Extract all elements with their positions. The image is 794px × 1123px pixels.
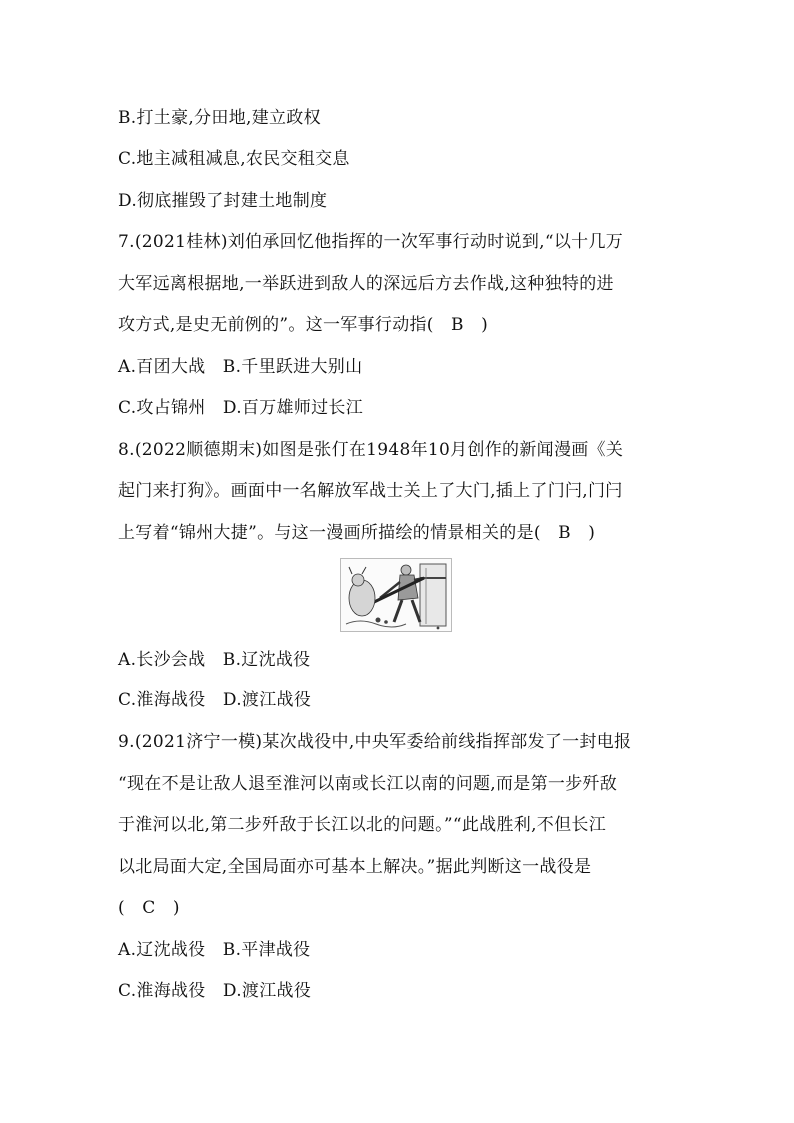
option-c-q6: C.地主减租减息,农民交租交息	[118, 149, 350, 169]
question-8-line-1: 8.(2022顺德期末)如图是张仃在1948年10月创作的新闻漫画《关	[118, 440, 624, 460]
options-q9-row-2: C.淮海战役 D.渡江战役	[118, 981, 312, 1001]
question-7-line-2: 大军远离根据地,一举跃进到敌人的深远后方去作战,这种独特的进	[118, 274, 614, 294]
options-q7-row-1: A.百团大战 B.千里跃进大别山	[118, 357, 363, 377]
option-d-q6: D.彻底摧毁了封建土地制度	[118, 191, 328, 211]
option-b-q6: B.打土豪,分田地,建立政权	[118, 108, 321, 128]
options-q8-row-2: C.淮海战役 D.渡江战役	[118, 690, 312, 710]
question-9-answer: ( C )	[118, 898, 180, 918]
question-7-line-3: 攻方式,是史无前例的”。这一军事行动指( B )	[118, 315, 489, 335]
options-q7-row-2: C.攻占锦州 D.百万雄师过长江	[118, 398, 364, 418]
cartoon-illustration	[340, 558, 452, 632]
question-8-line-3: 上写着“锦州大捷”。与这一漫画所描绘的情景相关的是( B )	[118, 523, 596, 543]
question-8-line-2: 起门来打狗》。画面中一名解放军战士关上了大门,插上了门闩,门闩	[118, 481, 623, 501]
question-9-line-2: “现在不是让敌人退至淮河以南或长江以南的问题,而是第一步歼敌	[118, 774, 618, 794]
question-9-line-4: 以北局面大定,全国局面亦可基本上解决。”据此判断这一战役是	[118, 857, 592, 877]
question-9-line-3: 于淮河以北,第二步歼敌于长江以北的问题。”“此战胜利,不但长江	[118, 815, 606, 835]
question-9-line-1: 9.(2021济宁一模)某次战役中,中央军委给前线指挥部发了一封电报	[118, 732, 632, 752]
question-7-line-1: 7.(2021桂林)刘伯承回忆他指挥的一次军事行动时说到,“以十几万	[118, 232, 624, 252]
options-q8-row-1: A.长沙会战 B.辽沈战役	[118, 650, 311, 670]
options-q9-row-1: A.辽沈战役 B.平津战役	[118, 940, 311, 960]
